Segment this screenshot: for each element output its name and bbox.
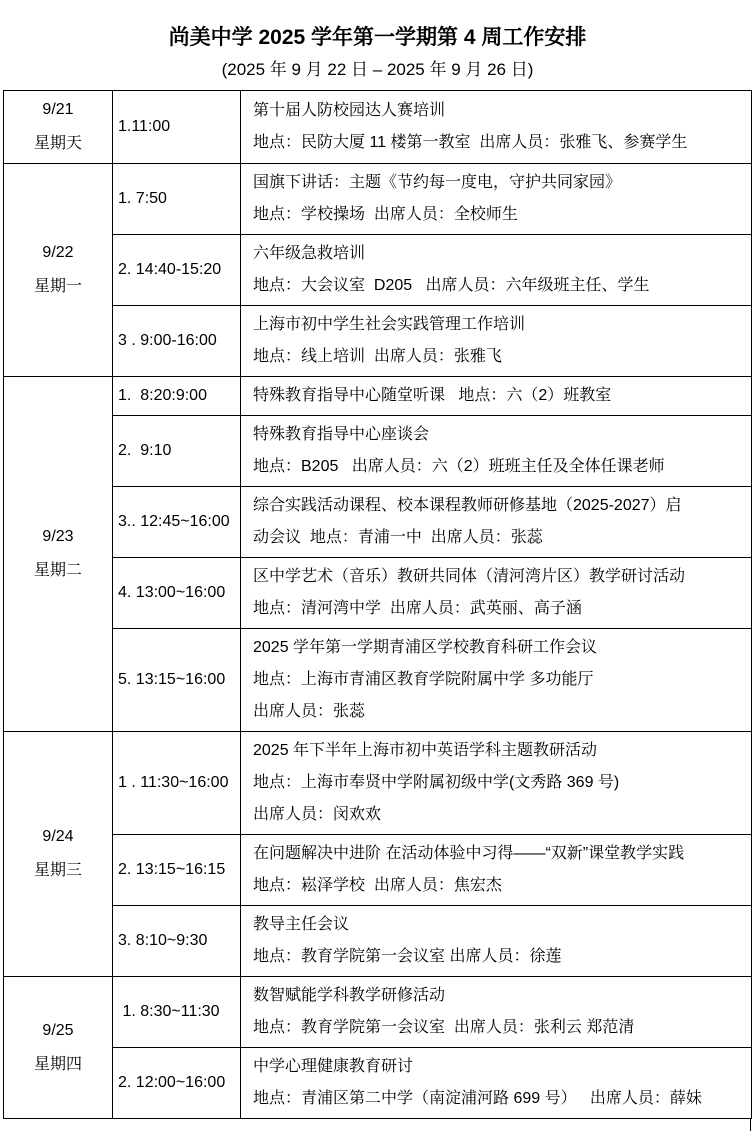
content-line: 地点：教育学院第一会议室 出席人员：张利云 郑范清 [253,1019,635,1036]
content-line: 国旗下讲话：主题《节约每一度电，守护共同家园》 [253,174,622,191]
schedule-table-body [4,91,752,1119]
content-line: 区中学艺术（音乐）教研共同体（清河湾片区）教学研讨活动 [253,568,686,585]
content-line: 地点：大会议室 D205 出席人员：六年级班主任、学生 [253,277,650,294]
page-subtitle: (2025 年 9 月 22 日 – 2025 年 9 月 26 日) [221,60,534,79]
time-cell: 2. 9:10 [113,416,241,487]
content-cell [241,558,752,629]
weekday-label: 星期二 [33,562,82,579]
date-cell [4,977,113,1119]
time-cell: 2. 13:15~16:15 [113,835,241,906]
content-cell [241,91,752,164]
content-line: 特殊教育指导中心随堂听课 地点：六（2）班教室 [253,387,612,404]
date-label: 9/24 [42,828,74,845]
schedule-row [4,835,752,906]
schedule-row [4,977,752,1048]
schedule-row [4,1048,752,1119]
date-cell [4,377,113,732]
content-cell [241,306,752,377]
time-cell: 2. 12:00~16:00 [113,1048,241,1119]
time-cell: 1. 7:50 [113,164,241,235]
weekday-label: 星期三 [33,862,82,879]
schedule-row [4,377,752,416]
content-line: 地点：民防大厦 11 楼第一教室 出席人员：张雅飞、参赛学生 [253,134,688,151]
weekday-label: 星期四 [33,1055,82,1073]
content-line: 地点：清河湾中学 出席人员：武英丽、高子涵 [253,600,582,617]
schedule-row [4,416,752,487]
content-line: 地点：上海市青浦区教育学院附属中学 多功能厅 [253,671,594,688]
content-line: 地点：B205 出席人员：六（2）班班主任及全体任课老师 [253,458,665,475]
content-line: 出席人员：张蕊 [253,703,366,720]
content-line: 地点：教育学院第一会议室 出席人员：徐莲 [253,948,562,965]
time-cell: 1. 8:30~11:30 [113,977,241,1048]
schedule-row [4,558,752,629]
content-cell [241,1048,752,1119]
content-cell [241,732,752,835]
content-cell [241,235,752,306]
date-label: 9/22 [42,244,74,261]
schedule-row [4,306,752,377]
time-cell: 3 . 9:00-16:00 [113,306,241,377]
content-line: 在问题解决中进阶 在活动体验中习得——“双新”课堂教学实践 [253,845,685,862]
content-line: 教导主任会议 [253,916,350,933]
schedule-row [4,91,752,164]
content-line: 地点：线上培训 出席人员：张雅飞 [253,348,502,365]
time-cell: 1 . 11:30~16:00 [113,732,241,835]
time-cell: 1.11:00 [113,91,241,164]
schedule-row [4,629,752,732]
weekday-label: 星期一 [33,278,82,295]
date-label: 9/21 [42,101,74,118]
content-line: 地点：青浦区第二中学（南淀浦河路 699 号） 出席人员：薛妹 [253,1090,702,1107]
schedule-row [4,164,752,235]
schedule-row [4,906,752,977]
content-line: 数智赋能学科教学研修活动 [253,987,446,1004]
date-label: 9/23 [42,528,74,545]
date-cell [4,164,113,377]
content-line: 第十届人防校园达人赛培训 [253,102,446,119]
content-line: 2025 学年第一学期青浦区学校教育科研工作会议 [253,639,598,656]
content-line: 地点：上海市奉贤中学附属初级中学(文秀路 369 号) [253,774,620,791]
time-cell: 4. 13:00~16:00 [113,558,241,629]
page-title: 尚美中学 2025 学年第一学期第 4 周工作安排 [168,26,587,49]
time-cell: 1. 8:20:9:00 [113,377,241,416]
date-label: 9/25 [42,1021,74,1039]
content-cell [241,377,752,416]
content-line: 上海市初中学生社会实践管理工作培训 [253,316,526,333]
time-cell: 2. 14:40-15:20 [113,235,241,306]
weekday-label: 星期天 [33,135,82,152]
content-line: 特殊教育指导中心座谈会 [253,426,430,443]
content-line: 六年级急救培训 [253,245,366,262]
date-cell [4,732,113,977]
time-cell: 5. 13:15~16:00 [113,629,241,732]
content-line: 出席人员：闵欢欢 [253,806,382,823]
content-cell [241,164,752,235]
content-cell [241,629,752,732]
time-cell: 3.. 12:45~16:00 [113,487,241,558]
time-cell: 3. 8:10~9:30 [113,906,241,977]
content-line: 动会议 地点：青浦一中 出席人员：张蕊 [253,529,543,546]
content-line: 地点：学校操场 出席人员：全校师生 [253,206,518,223]
content-cell [241,487,752,558]
content-cell [241,977,752,1048]
content-cell [241,906,752,977]
content-line: 综合实践活动课程、校本课程教师研修基地（2025-2027）启 [253,497,682,514]
content-line: 中学心理健康教育研讨 [253,1058,414,1075]
schedule-row [4,732,752,835]
schedule-table [3,90,752,1119]
content-line: 地点：崧泽学校 出席人员：焦宏杰 [253,877,502,894]
next-row-partial [3,1119,751,1131]
content-line: 2025 年下半年上海市初中英语学科主题教研活动 [253,742,598,759]
schedule-row [4,235,752,306]
schedule-row [4,487,752,558]
date-cell [4,91,113,164]
content-cell [241,835,752,906]
content-cell [241,416,752,487]
